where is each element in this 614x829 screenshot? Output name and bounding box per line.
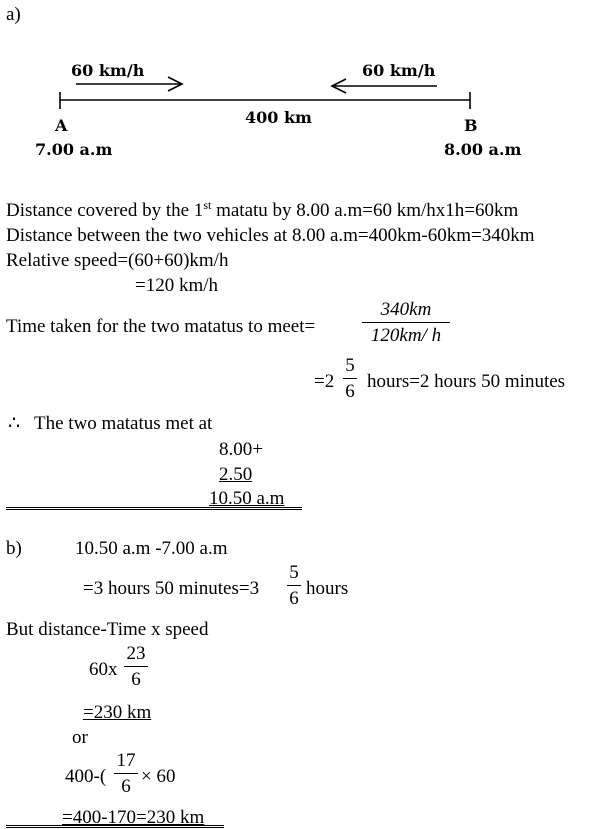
section-divider-a (6, 507, 302, 510)
alt-fraction-denominator: 6 (121, 776, 131, 797)
speed-label-right: 60 km/h (362, 61, 436, 80)
point-b-label: B (464, 116, 478, 135)
mixed-prefix: =2 (314, 371, 335, 392)
alt-suffix: × 60 (141, 766, 176, 787)
duration-fraction-numerator: 5 (289, 562, 299, 583)
fraction-bar (114, 773, 138, 774)
relative-speed-result: =120 km/h (135, 275, 219, 296)
result-line-1: =230 km (83, 702, 152, 723)
time-fraction-denominator: 120km/ h (370, 325, 442, 346)
alt-fraction (114, 751, 138, 796)
line1-pre: Distance covered by the 1 (6, 200, 204, 221)
part-a-label: a) (6, 4, 21, 25)
duration-fraction-denominator: 6 (289, 588, 299, 609)
addition-result: 10.50 a.m (209, 488, 285, 509)
mixed-fraction-denominator: 6 (345, 381, 355, 402)
point-a-label: A (55, 116, 68, 135)
alt-prefix: 400-( (65, 766, 107, 787)
line1-sup: st (203, 198, 212, 212)
relative-speed-line: Relative speed=(60+60)km/h (6, 250, 229, 271)
calc-prefix: 60x (89, 659, 118, 680)
arrow-left-icon (332, 79, 437, 93)
speed-label-left: 60 km/h (71, 61, 145, 80)
fraction-bar (343, 378, 357, 379)
fraction-bar (124, 666, 148, 667)
formula-line: But distance-Time x speed (6, 619, 209, 640)
calc-fraction-denominator: 6 (131, 669, 141, 690)
therefore-text: The two matatus met at (34, 413, 213, 434)
fraction-bar (362, 322, 450, 323)
line1-post: matatu by 8.00 a.m=60 km/hx1h=60km (211, 200, 519, 221)
duration-fraction (287, 563, 301, 608)
alt-fraction-numerator: 17 (116, 750, 136, 771)
result-line-2: =400-170=230 km (62, 807, 205, 828)
calc-fraction (124, 644, 148, 689)
time-difference-line: 10.50 a.m -7.00 a.m (75, 538, 228, 559)
addition-line-2: 2.50 (219, 464, 253, 485)
mixed-fraction (343, 356, 357, 401)
duration-prefix: =3 hours 50 minutes=3 (83, 578, 260, 599)
therefore-icon: ∴ (8, 413, 21, 434)
distance-covered-line (6, 198, 519, 221)
fraction-bar (287, 585, 301, 586)
time-taken-text: Time taken for the two matatus to meet= (6, 316, 316, 337)
section-divider-b (6, 825, 224, 828)
time-a-label: 7.00 a.m (35, 140, 113, 159)
road-segment (60, 92, 470, 109)
duration-suffix: hours (306, 578, 349, 599)
time-fraction-numerator: 340km (380, 299, 432, 320)
calc-fraction-numerator: 23 (126, 643, 146, 664)
distance-between-line: Distance between the two vehicles at 8.00 a.m=400km-60km=340km (6, 225, 535, 246)
part-b-label: b) (6, 538, 22, 559)
distance-label: 400 km (245, 108, 312, 127)
time-fraction (362, 300, 450, 345)
mixed-suffix: hours=2 hours 50 minutes (367, 371, 566, 392)
addition-line-1: 8.00+ (219, 439, 263, 460)
mixed-fraction-numerator: 5 (345, 355, 355, 376)
time-b-label: 8.00 a.m (444, 140, 522, 159)
arrow-right-icon (76, 77, 182, 91)
or-text: or (72, 727, 88, 748)
